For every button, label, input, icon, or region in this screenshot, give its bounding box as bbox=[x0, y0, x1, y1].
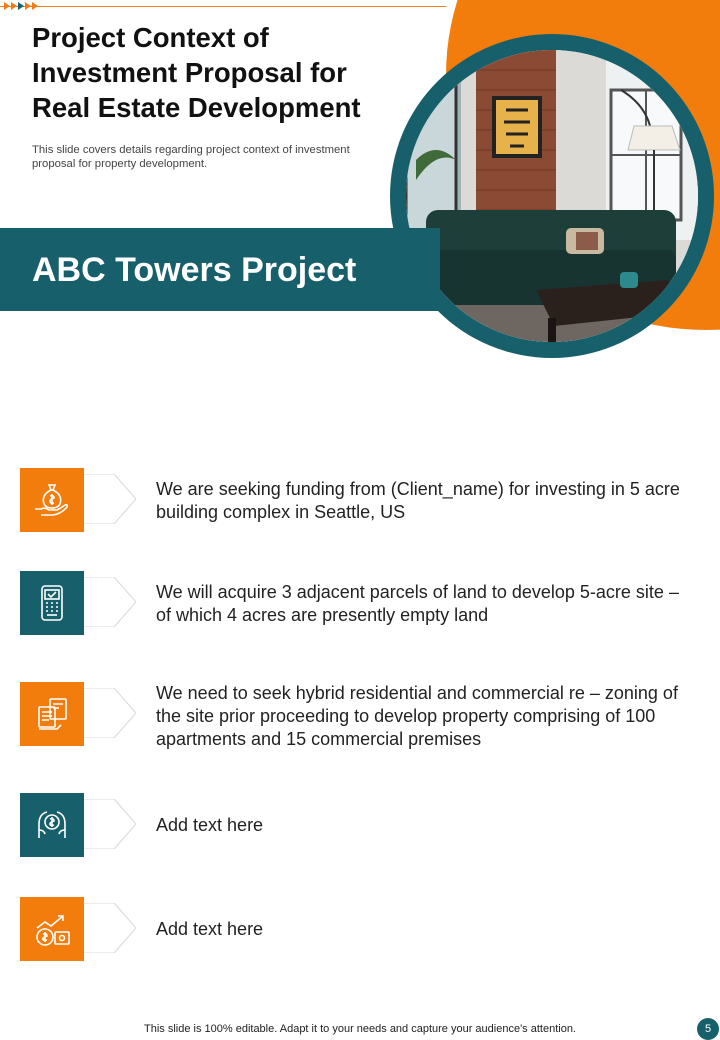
list-item bbox=[20, 793, 700, 857]
page-title: Project Context of Investment Proposal for Real Estate Development bbox=[32, 22, 361, 123]
icon-box bbox=[20, 468, 84, 532]
growth-money-icon bbox=[31, 908, 73, 950]
chevron-arrows-icon bbox=[4, 2, 39, 10]
chevron-tab bbox=[78, 474, 136, 524]
list-item-text: Add text here bbox=[156, 815, 264, 835]
page-subtitle: This slide covers details regarding project context of investment proposal for property development. bbox=[32, 144, 350, 170]
chevron-tab bbox=[78, 688, 136, 738]
icon-box bbox=[20, 897, 84, 961]
list-item-text: We need to seek hybrid residential and commercial re – zoning of the site prior proceeding to develop property comprising of 100 apartments and 15 commercial premises bbox=[156, 683, 678, 749]
page-number: 5 bbox=[697, 1018, 719, 1040]
chevron-tab bbox=[78, 577, 136, 627]
footer-note: This slide is 100% editable. Adapt it to your needs and capture your audience's attention. bbox=[144, 1023, 576, 1035]
icon-box bbox=[20, 793, 84, 857]
list-item bbox=[20, 571, 700, 635]
chevron-tab bbox=[78, 799, 136, 849]
top-rule bbox=[0, 6, 446, 7]
list-item-text: Add text here bbox=[156, 919, 264, 939]
list-item bbox=[20, 897, 700, 961]
chevron-tab bbox=[78, 903, 136, 953]
banner-title: ABC Towers Project bbox=[32, 251, 357, 289]
list-item bbox=[20, 468, 700, 532]
documents-icon bbox=[31, 693, 73, 735]
list-item bbox=[20, 682, 700, 749]
list-item-text: We will acquire 3 adjacent parcels of land to develop 5-acre site – of which 4 acres are presently empty land bbox=[156, 582, 679, 625]
icon-box bbox=[20, 682, 84, 746]
coin-hands-icon bbox=[31, 804, 73, 846]
list-item-text: We are seeking funding from (Client_name) for investing in 5 acre building complex in Seattle, US bbox=[156, 479, 680, 522]
icon-box bbox=[20, 571, 84, 635]
card-terminal-icon bbox=[31, 582, 73, 624]
money-bag-hand-icon bbox=[31, 479, 73, 521]
living-room-photo bbox=[406, 50, 698, 342]
